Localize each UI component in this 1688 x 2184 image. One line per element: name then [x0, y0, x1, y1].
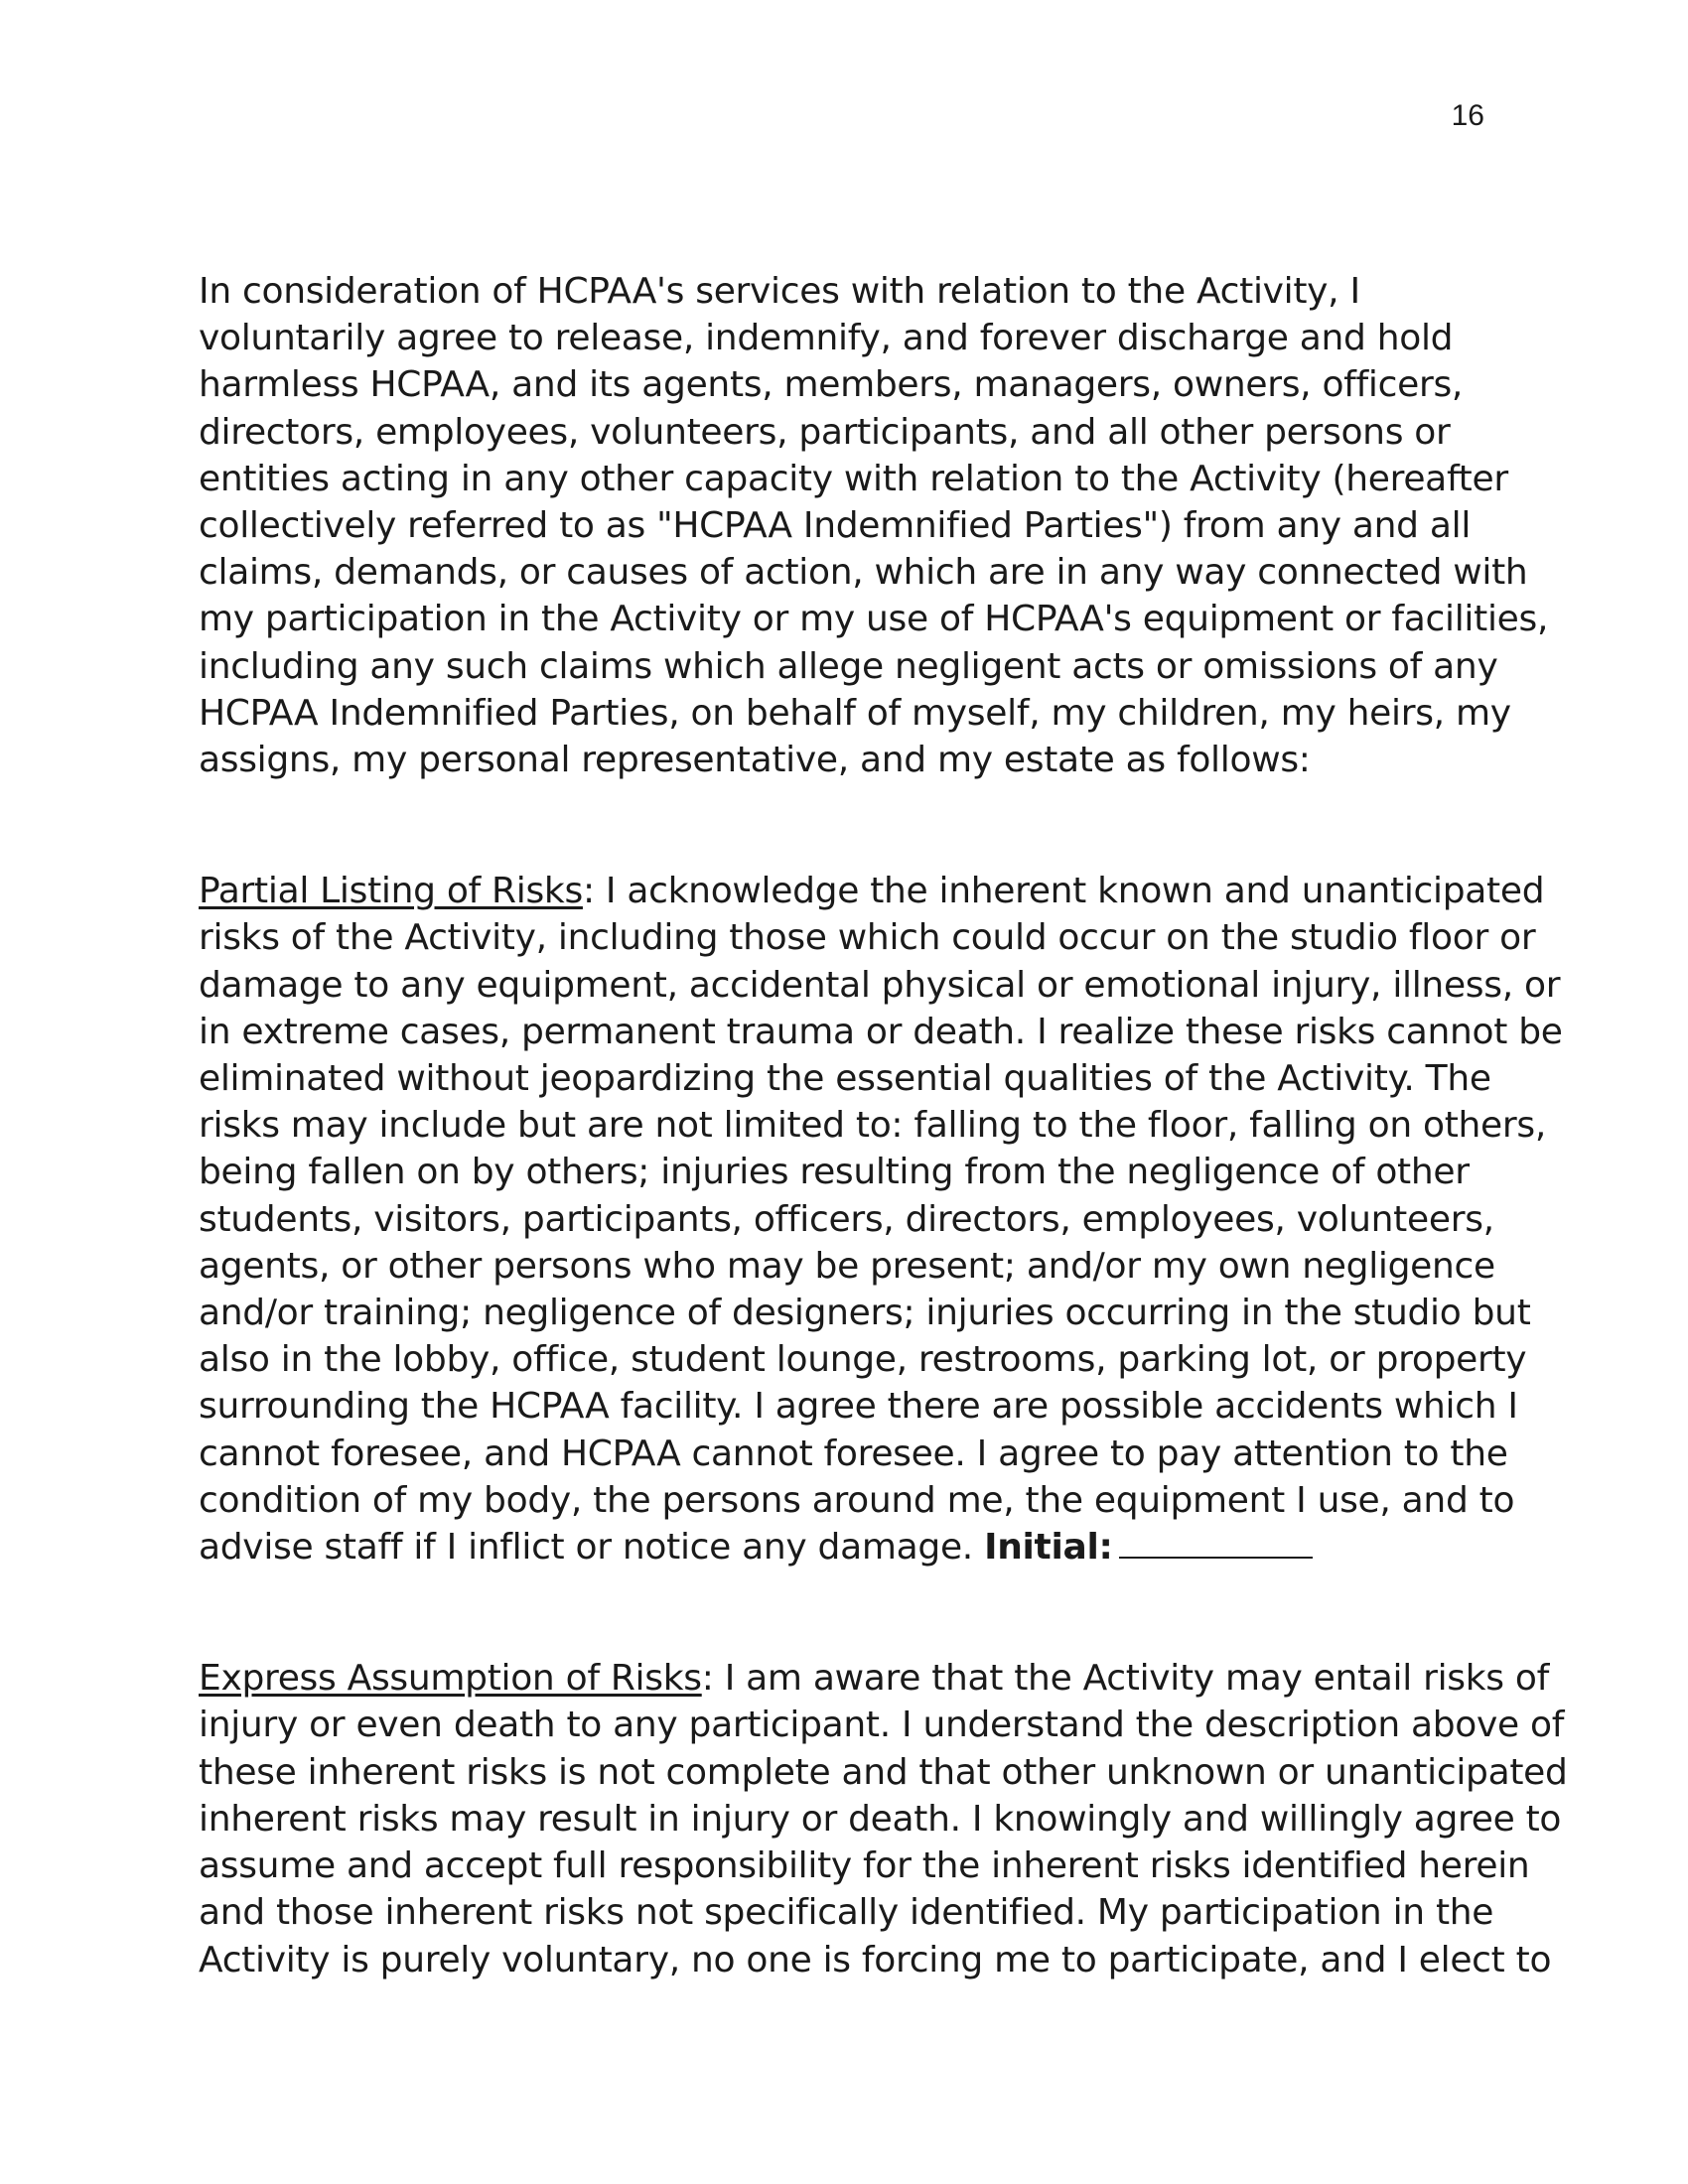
initial-field[interactable] — [1119, 1529, 1313, 1559]
text-line: In consideration of HCPAA's services with relation to the Activity, I — [199, 271, 1360, 312]
text-line: voluntarily agree to release, indemnify, and forever discharge and hold — [199, 318, 1454, 359]
text-line: injury or even death to any participant. I understand the description above of — [199, 1705, 1565, 1746]
text-line: harmless HCPAA, and its agents, members, managers, owners, officers, — [199, 364, 1464, 406]
text-line: agents, or other persons who may be present; and/or my own negligence — [199, 1245, 1495, 1287]
text-line — [199, 1524, 1489, 1570]
page-number: 16 — [1451, 99, 1484, 132]
text-line: collectively referred to as "HCPAA Indemnified Parties") from any and all — [199, 505, 1472, 547]
text-line: inherent risks may result in injury or death. I knowingly and willingly agree to — [199, 1798, 1562, 1840]
text-line: students, visitors, participants, officers, directors, employees, volunteers, — [199, 1198, 1494, 1240]
text-line: assume and accept full responsibility for the inherent risks identified herein — [199, 1845, 1530, 1887]
text-run: : I acknowledge the inherent known and unanticipated — [582, 871, 1545, 912]
text-line: being fallen on by others; injuries resulting from the negligence of other — [199, 1152, 1470, 1193]
text-line: also in the lobby, office, student lounge, restrooms, parking lot, or property — [199, 1339, 1527, 1381]
text-line: and/or training; negligence of designers; injuries occurring in the studio but — [199, 1293, 1531, 1334]
text-run: : I am aware that the Activity may entail risks of — [701, 1658, 1550, 1700]
text-line: and those inherent risks not specifically identified. My participation in the — [199, 1892, 1494, 1934]
initial-label: Initial: — [984, 1527, 1113, 1569]
text-line: Activity is purely voluntary, no one is forcing me to participate, and I elect to — [199, 1939, 1552, 1980]
text-line: claims, demands, or causes of action, which are in any way connected with — [199, 552, 1528, 594]
text-run: advise staff if I inflict or notice any damage. — [199, 1527, 985, 1569]
section-heading: Express Assumption of Risks — [199, 1658, 702, 1700]
text-line: directors, employees, volunteers, participants, and all other persons or — [199, 411, 1451, 453]
express-assumption-of-risks-paragraph — [199, 1655, 1568, 1982]
release-paragraph — [199, 268, 1549, 783]
text-line — [199, 868, 1545, 914]
text-line — [199, 1655, 1550, 1702]
section-heading: Partial Listing of Risks — [199, 871, 583, 912]
text-line: including any such claims which allege negligent acts or omissions of any — [199, 645, 1498, 687]
text-line: risks may include but are not limited to: falling to the floor, falling on others, — [199, 1105, 1547, 1147]
text-line: risks of the Activity, including those which could occur on the studio floor or — [199, 917, 1536, 959]
text-line: these inherent risks is not complete and that other unknown or unanticipated — [199, 1751, 1568, 1793]
text-line: condition of my body, the persons around me, the equipment I use, and to — [199, 1479, 1515, 1521]
text-line: cannot foresee, and HCPAA cannot foresee. I agree to pay attention to the — [199, 1433, 1508, 1474]
text-line: damage to any equipment, accidental physical or emotional injury, illness, or — [199, 964, 1561, 1006]
document-body — [199, 268, 1568, 1983]
text-line: eliminated without jeopardizing the essential qualities of the Activity. The — [199, 1058, 1491, 1100]
paragraph-gap — [199, 1570, 1489, 1655]
text-line: my participation in the Activity or my use of HCPAA's equipment or facilities, — [199, 599, 1549, 640]
paragraph-gap — [199, 783, 1489, 868]
text-line: entities acting in any other capacity with relation to the Activity (hereafter — [199, 458, 1508, 499]
text-line: in extreme cases, permanent trauma or death. I realize these risks cannot be — [199, 1011, 1563, 1052]
text-line: HCPAA Indemnified Parties, on behalf of myself, my children, my heirs, my — [199, 692, 1511, 734]
text-line: assigns, my personal representative, and my estate as follows: — [199, 740, 1311, 781]
text-line: surrounding the HCPAA facility. I agree there are possible accidents which I — [199, 1386, 1518, 1428]
partial-listing-of-risks-paragraph — [199, 868, 1563, 1570]
